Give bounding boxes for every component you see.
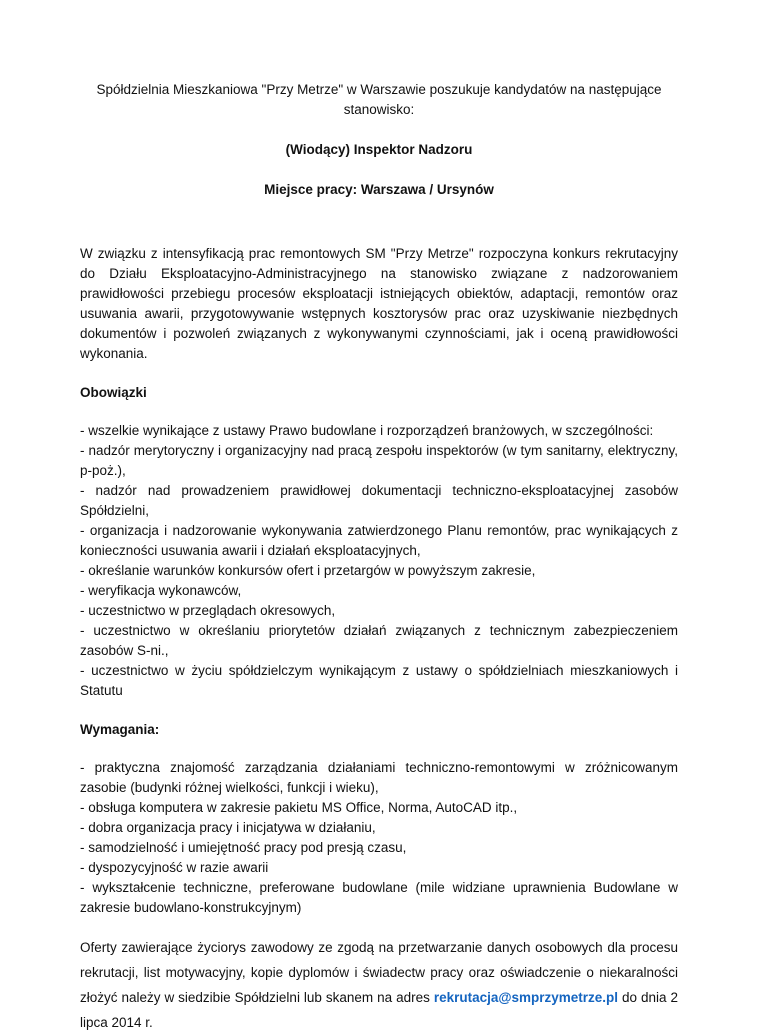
list-item: - organizacja i nadzorowanie wykonywania zatwierdzonego Planu remontów, prac wynikających z konieczności usuwania awarii i działań eksploatacyjnych, [80,523,678,558]
duties-list [80,421,678,701]
list-item: - nadzór nad prowadzeniem prawidłowej dokumentacji techniczno-eksploatacyjnej zasobów Spółdzielni, [80,483,678,518]
email-link[interactable]: rekrutacja@smprzymetrze.pl [433,990,619,1005]
position-title: (Wiodący) Inspektor Nadzoru [285,142,473,157]
list-item: - dyspozycyjność w razie awarii [80,860,269,875]
list-item: - dobra organizacja pracy i inicjatywa w działaniu, [80,820,376,835]
list-item: - nadzór merytoryczny i organizacyjny nad pracą zespołu inspektorów (w tym sanitarny, elektryczny, p-poż.), [80,443,678,478]
document-page [80,80,678,1035]
list-item: - uczestnictwo w życiu spółdzielczym wynikającym z ustawy o spółdzielniach mieszkaniowych i Statutu [80,663,678,698]
requirements-heading: Wymagania: [80,722,160,737]
list-item: - uczestnictwo w określaniu priorytetów działań związanych z technicznym zabezpieczeniem zasobów S-ni., [80,623,678,658]
list-item: - wszelkie wynikające z ustawy Prawo budowlane i rozporządzeń branżowych, w szczególności: [80,423,654,438]
list-item: - samodzielność i umiejętność pracy pod presją czasu, [80,840,407,855]
list-item: - uczestnictwo w przeglądach okresowych, [80,603,336,618]
list-item: - praktyczna znajomość zarządzania działaniami techniczno-remontowymi w zróżnicowanym zasobie (budynki różnej wielkości, funkcji i wieku), [80,760,678,795]
offer-paragraph [80,935,678,1035]
description-paragraph: W związku z intensyfikacją prac remontowych SM "Przy Metrze" rozpoczyna konkurs rekrutacyjny do Działu Eksploatacyjno-Administracyjnego na stanowisko związane z nadzorowaniem prawidłowości przebiegu procesów eksploatacji istniejących obiektów, adaptacji, remontów oraz usuwania awarii, przygotowywanie wstępnych kosztorysów prac oraz uzyskiwanie niezbędnych dokumentów i pozwoleń związanych z wykonywanymi czynnościami, jak i oceną prawidłowości wykonania. [80,246,678,361]
list-item: - określanie warunków konkursów ofert i przetargów w powyższym zakresie, [80,563,536,578]
list-item: - obsługa komputera w zakresie pakietu MS Office, Norma, AutoCAD itp., [80,800,518,815]
offer-text: Oferty zawierające życiorys zawodowy ze zgodą na przetwarzanie danych osobowych dla procesu rekrutacji, list motywacyjny, kopie dyplomów i świadectw pracy oraz oświadczenie o niekaralności złożyć należy w siedzibie Spółdzielni lub skanem na adres [80,940,678,1005]
intro-text: Spółdzielnia Mieszkaniowa "Przy Metrze" w Warszawie poszukuje kandydatów na następujące stanowisko: [96,82,662,117]
requirements-list [80,758,678,918]
duties-heading: Obowiązki [80,385,147,400]
list-item: - wykształcenie techniczne, preferowane budowlane (mile widziane uprawnienia Budowlane w zakresie budowlano-konstrukcyjnym) [80,880,678,915]
workplace-line: Miejsce pracy: Warszawa / Ursynów [264,182,494,197]
list-item: - weryfikacja wykonawców, [80,583,242,598]
offer-deadline: do dnia 2 lipca 2014 r. [80,990,678,1030]
